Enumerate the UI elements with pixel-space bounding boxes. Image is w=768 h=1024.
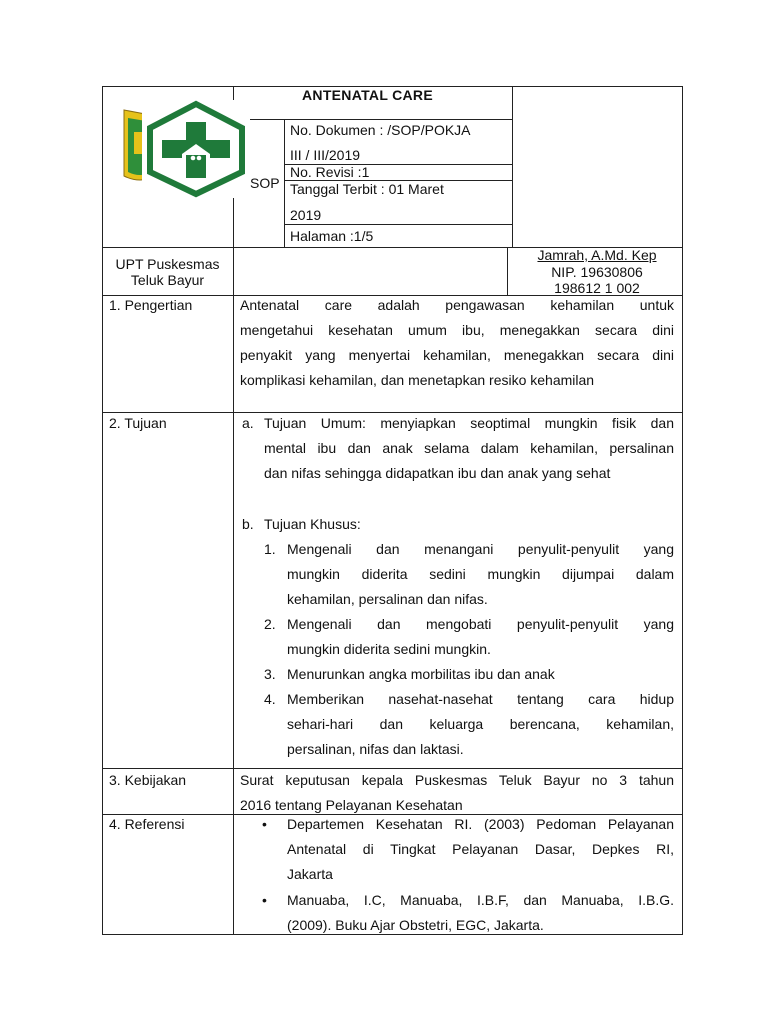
section-label-kebijakan: 3. Kebijakan (109, 772, 187, 788)
tujuan-khusus-item-number: 4. (264, 691, 276, 707)
header-title-underline (233, 119, 513, 120)
tujuan-khusus-item-line: sehari-hari dan keluarga berencana, kehamilan, (287, 716, 674, 732)
header-divider-right (512, 86, 513, 247)
tujuan-khusus-item-line: persalinan, nifas dan laktasi. (287, 741, 464, 757)
referensi-line: Departemen Kesehatan RI. (2003) Pedoman Pelayanan (287, 816, 674, 832)
tujuan-khusus-item-line: mungkin diderita sedini mungkin. (287, 641, 491, 657)
document-title: ANTENATAL CARE (302, 87, 433, 103)
tujuan-khusus-item-line: Menurunkan angka morbilitas ibu dan anak (287, 666, 555, 682)
kebijakan-line: 2016 tentang Pelayanan Kesehatan (240, 797, 463, 813)
section-label-referensi: 4. Referensi (109, 816, 185, 832)
section-label-tujuan: 2. Tujuan (109, 415, 167, 431)
kebijakan-line: Surat keputusan kepala Puskesmas Teluk Bayur no 3 tahun (240, 772, 674, 788)
tujuan-khusus-item-number: 2. (264, 616, 276, 632)
tujuan-khusus-item-line: Mengenali dan mengobati penyulit-penyulit yang (287, 616, 674, 632)
issue-date-line2: 2019 (290, 207, 322, 223)
doc-row-line3 (284, 224, 513, 225)
tujuan-khusus-item-number: 3. (264, 666, 276, 682)
tujuan-khusus-item-line: kehamilan, persalinan dan nifas. (287, 591, 488, 607)
page-number: Halaman :1/5 (290, 228, 374, 244)
tujuan-khusus-marker: b. (242, 516, 254, 532)
revision-number: No. Revisi :1 (290, 164, 370, 180)
org-name-line1: UPT Puskesmas (115, 256, 220, 272)
referensi-line: Jakarta (287, 866, 333, 882)
org-divider-left (233, 247, 234, 296)
table-border-right (682, 86, 683, 935)
signer-nip-line1: NIP. 19630806 (551, 264, 643, 280)
pengertian-line: mengetahui kesehatan umum ibu, menegakkan secara dini (240, 322, 674, 338)
doc-number-line1: No. Dokumen : /SOP/POKJA (290, 122, 471, 138)
tujuan-khusus-item-line: Mengenali dan menangani penyulit-penyulit yang (287, 541, 674, 557)
referensi-line: (2009). Buku Ajar Obstetri, EGC, Jakarta. (287, 917, 544, 933)
puskesmas-logo-icon (142, 100, 250, 198)
tujuan-khusus-title: Tujuan Khusus: (264, 516, 361, 532)
tujuan-umum-line: dan nifas sehingga didapatkan ibu dan anak yang sehat (264, 465, 611, 481)
tujuan-umum-line: mental ibu dan anak selama dalam kehamilan, persalinan (264, 440, 674, 456)
doc-number-line2: III / III/2019 (290, 147, 361, 163)
signer-name: Jamrah, A.Md. Kep (537, 247, 657, 263)
issue-date-line1: Tanggal Terbit : 01 Maret (290, 181, 444, 197)
pengertian-line: penyakit yang menyertai kehamilan, menegakkan secara dini (240, 347, 674, 363)
tujuan-khusus-item-line: mungkin diderita sedini mungkin dijumpai dalam (287, 566, 674, 582)
referensi-bullet: • (262, 816, 267, 832)
tujuan-khusus-item-number: 1. (264, 541, 276, 557)
pengertian-line: Antenatal care adalah pengawasan kehamilan untuk (240, 297, 674, 313)
referensi-line: Manuaba, I.C, Manuaba, I.B.F, dan Manuaba, I.B.G. (287, 892, 674, 908)
org-divider-right (507, 247, 508, 296)
table-border-left (102, 86, 103, 935)
referensi-bullet: • (262, 892, 267, 908)
sop-divider (284, 119, 285, 247)
body-column-divider (233, 295, 234, 935)
referensi-line: Antenatal di Tingkat Pelayanan Dasar, Depkes RI, (287, 841, 674, 857)
section-label-pengertian: 1. Pengertian (109, 297, 193, 313)
tujuan-khusus-item-line: Memberikan nasehat-nasehat tentang cara hidup (287, 691, 674, 707)
sop-label: SOP (250, 175, 280, 191)
tujuan-umum-line: Tujuan Umum: menyiapkan seoptimal mungkin fisik dan (264, 415, 674, 431)
tujuan-umum-marker: a. (242, 415, 254, 431)
signer-nip-line2: 198612 1 002 (554, 280, 640, 296)
org-name-line2: Teluk Bayur (130, 272, 205, 288)
pengertian-line: komplikasi kehamilan, dan menetapkan resiko kehamilan (240, 372, 595, 388)
